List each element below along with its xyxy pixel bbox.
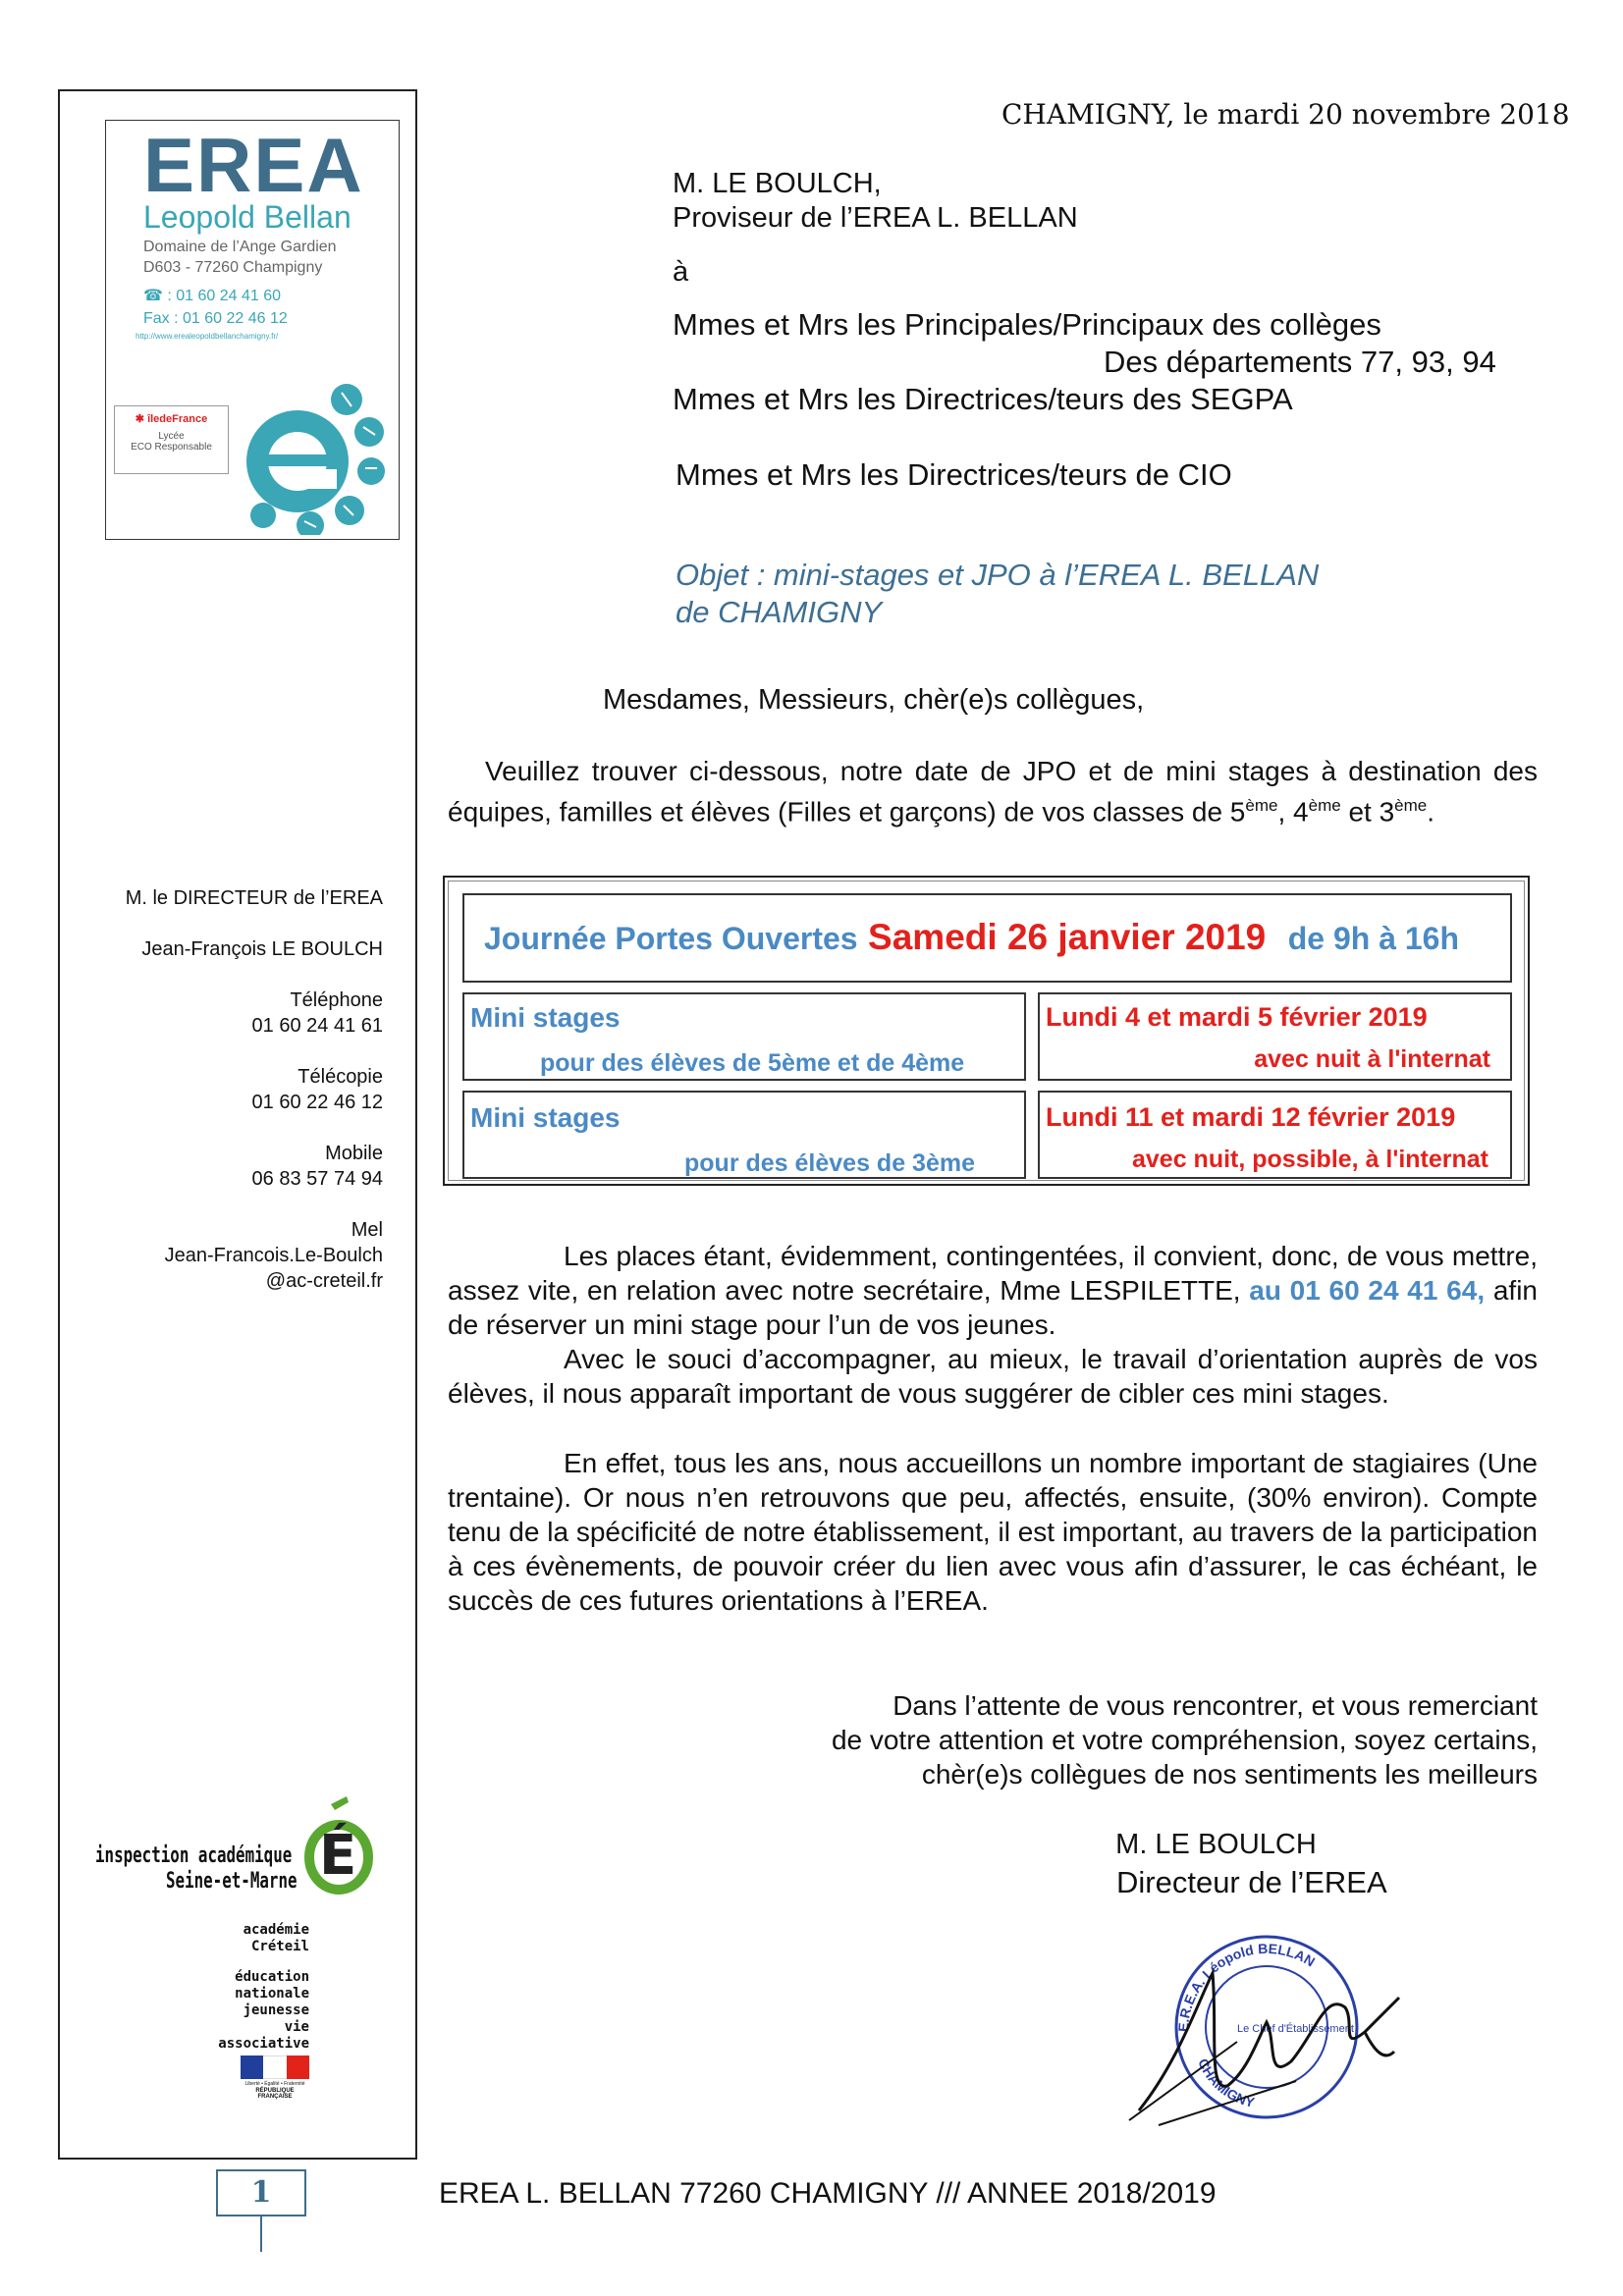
- objet-line2: de CHAMIGNY: [676, 595, 883, 629]
- signature-name: M. LE BOULCH: [1115, 1829, 1317, 1860]
- stamp-top-text: E.R.E.A. Léopold BELLAN: [1174, 1940, 1319, 2033]
- flag-caption-2: RÉPUBLIQUE FRANÇAISE: [255, 2088, 295, 2100]
- french-flag-icon: [241, 2056, 309, 2079]
- stamp-center-text: Le Chef d'Établissement: [1237, 2023, 1354, 2035]
- jpo-box: [462, 893, 1512, 983]
- logo-title: EREA: [143, 122, 364, 208]
- closing-line1: Dans l’attente de vous rencontrer, et vous remerciant: [893, 1690, 1538, 1721]
- secretary-phone: au 01 60 24 41 64,: [1249, 1275, 1486, 1306]
- academy-l5: éducation: [235, 1969, 309, 1985]
- recipient-line4: Mmes et Mrs les Directrices/teurs de CIO: [676, 457, 1232, 492]
- academy-l4: Créteil: [250, 1939, 309, 1954]
- academy-l8: vie associative: [218, 2019, 309, 2052]
- objet-line1: Objet : mini-stages et JPO à l’EREA L. BELLAN: [676, 558, 1320, 592]
- e-emblem-icon: [234, 378, 400, 535]
- jpo-label: Journée Portes Ouvertes: [484, 921, 858, 956]
- signature-name-wrap: [982, 1829, 1571, 1861]
- official-stamp: [1119, 1914, 1414, 2140]
- logo-tel-row: [143, 286, 281, 305]
- jpo-hours: de 9h à 16h: [1287, 921, 1460, 956]
- region-name: îledeFrance: [147, 413, 208, 425]
- date-line: CHAMIGNY, le mardi 20 novembre 2018: [1001, 98, 1570, 131]
- stamp-bottom-text: CHAMIGNY: [1195, 2056, 1257, 2110]
- footer-text: EREA L. BELLAN 77260 CHAMIGNY /// ANNEE 2018/2019: [439, 2177, 1217, 2210]
- director-name: Jean-François LE BOULCH: [141, 938, 383, 960]
- signature-title: Directeur de l’EREA: [1116, 1865, 1387, 1899]
- body-paragraph-2: Avec le souci d’accompagner, au mieux, le travail d’orientation auprès de vos élèves, il nous apparaît important de vous suggérer de cibler ces mini stages.: [448, 1344, 1538, 1409]
- academy-l6: nationale: [235, 1986, 309, 2002]
- row2-date: Lundi 11 et mardi 12 février 2019: [1046, 1102, 1456, 1132]
- sender-title: Proviseur de l’EREA L. BELLAN: [673, 202, 1078, 234]
- intro-sup2: ème: [1308, 796, 1341, 815]
- fax-label: Télécopie: [298, 1066, 383, 1088]
- logo-address-1: Domaine de l’Ange Gardien: [143, 239, 337, 255]
- row1-title: Mini stages: [470, 1002, 621, 1033]
- mobile-value: 06 83 57 74 94: [251, 1168, 383, 1190]
- recipient-line1: Mmes et Mrs les Principales/Principaux des collèges: [673, 307, 1381, 342]
- logo-subtitle: Leopold Bellan: [143, 199, 352, 235]
- row2-title: Mini stages: [470, 1102, 621, 1133]
- recipient-line2: Des départements 77, 93, 94: [1104, 345, 1496, 379]
- academy-logo: [93, 1796, 388, 2120]
- intro-mid2: et 3: [1340, 796, 1395, 828]
- svg-text:E.R.E.A. Léopold BELLAN: [1175, 1941, 1318, 2032]
- page-number: 1: [250, 2175, 272, 2210]
- sender-name: M. LE BOULCH,: [673, 168, 882, 199]
- intro-sup1: ème: [1245, 796, 1278, 815]
- row2-sub: pour des élèves de 3ème: [684, 1149, 975, 1177]
- intro-mid1: , 4: [1277, 796, 1309, 828]
- mail-user: Jean-Francois.Le-Boulch: [164, 1245, 383, 1266]
- row2-note: avec nuit, possible, à l'internat: [1132, 1146, 1488, 1173]
- erea-logo: [105, 120, 400, 540]
- intro-end: .: [1427, 796, 1435, 828]
- mail-label: Mel: [351, 1219, 383, 1241]
- academy-line2: Seine-et-Marne: [166, 1869, 298, 1894]
- flag-caption: Liberté • Égalité • Fraternité: [244, 2081, 305, 2087]
- fax-value: 01 60 22 46 12: [251, 1092, 383, 1113]
- row1-right: [1038, 992, 1512, 1081]
- academy-l3: académie: [243, 1922, 309, 1938]
- academy-letter: É: [319, 1824, 357, 1888]
- logo-fax: Fax : 01 60 22 46 12: [143, 310, 288, 327]
- mail-domain: @ac-creteil.fr: [265, 1270, 383, 1292]
- closing-line3: chèr(e)s collègues de nos sentiments les meilleurs: [921, 1759, 1538, 1789]
- closing: [448, 1688, 1538, 1791]
- phone-icon: ☎: [143, 288, 163, 304]
- badge-line1: Lycée: [158, 431, 185, 442]
- row2-right: [1038, 1091, 1512, 1179]
- row1-date: Lundi 4 et mardi 5 février 2019: [1046, 1002, 1428, 1032]
- sender-to: à: [673, 256, 689, 288]
- eco-badge: [114, 405, 229, 474]
- row2-left: [462, 1091, 1026, 1179]
- mobile-label: Mobile: [325, 1143, 383, 1164]
- body-p1b: afin de réserver un mini stage pour l’un de vos jeunes.: [448, 1275, 1538, 1340]
- tel-label: Téléphone: [290, 989, 383, 1011]
- intro-text: Veuillez trouver ci-dessous, notre date de JPO et de mini stages à destination des équipes, familles et élèves (Filles et garçons) de vos classes de 5: [448, 756, 1538, 828]
- tel-value: 01 60 24 41 61: [251, 1015, 383, 1037]
- badge-line2: ECO Responsable: [131, 442, 212, 453]
- jpo-date: Samedi 26 janvier 2019: [868, 917, 1267, 957]
- intro-paragraph: [448, 754, 1538, 828]
- star-icon: ✱: [135, 413, 144, 425]
- body-paragraph-1: [448, 1239, 1538, 1342]
- body-paragraph-3: En effet, tous les ans, nous accueillons un nombre important de stagiaires (Une trentaine). Or nous n’en retrouvons que peu, affectés, ensuite, (30% environ). Compte tenu de la spécificité de notre établissement, il est important, au travers de la participation à ces évènements, de pouvoir créer du lien avec vous afin d’assurer, le cas échéant, le succès de ces futures orientations à l’EREA.: [448, 1448, 1538, 1616]
- logo-url: http://www.erealeopoldbellanchamigny.fr/: [135, 332, 279, 341]
- recipient-line3: Mmes et Mrs les Directrices/teurs des SEGPA: [673, 382, 1293, 416]
- body-p1a: Les places étant, évidemment, contingentées, il convient, donc, de vous mettre, assez vite, en relation avec notre secrétaire, Mme LESPILETTE,: [448, 1241, 1538, 1306]
- region-logo: [115, 412, 228, 425]
- logo-address-2: D603 - 77260 Champigny: [143, 259, 323, 276]
- academy-line1: inspection académique: [95, 1843, 293, 1868]
- page-number-connector: [260, 2216, 262, 2252]
- row1-left: [462, 992, 1026, 1081]
- academy-l7: jeunesse: [243, 2002, 309, 2018]
- page-number-box: [216, 2169, 306, 2216]
- row1-note: avec nuit à l'internat: [1254, 1045, 1490, 1073]
- logo-tel: : 01 60 24 41 60: [167, 288, 282, 304]
- intro-sup3: ème: [1394, 796, 1428, 815]
- row1-sub: pour des élèves de 5ème et de 4ème: [540, 1049, 965, 1077]
- closing-line2: de votre attention et votre compréhension, soyez certains,: [831, 1725, 1538, 1755]
- director-role: M. le DIRECTEUR de l’EREA: [125, 887, 383, 909]
- salutation: Mesdames, Messieurs, chèr(e)s collègues,: [603, 684, 1145, 716]
